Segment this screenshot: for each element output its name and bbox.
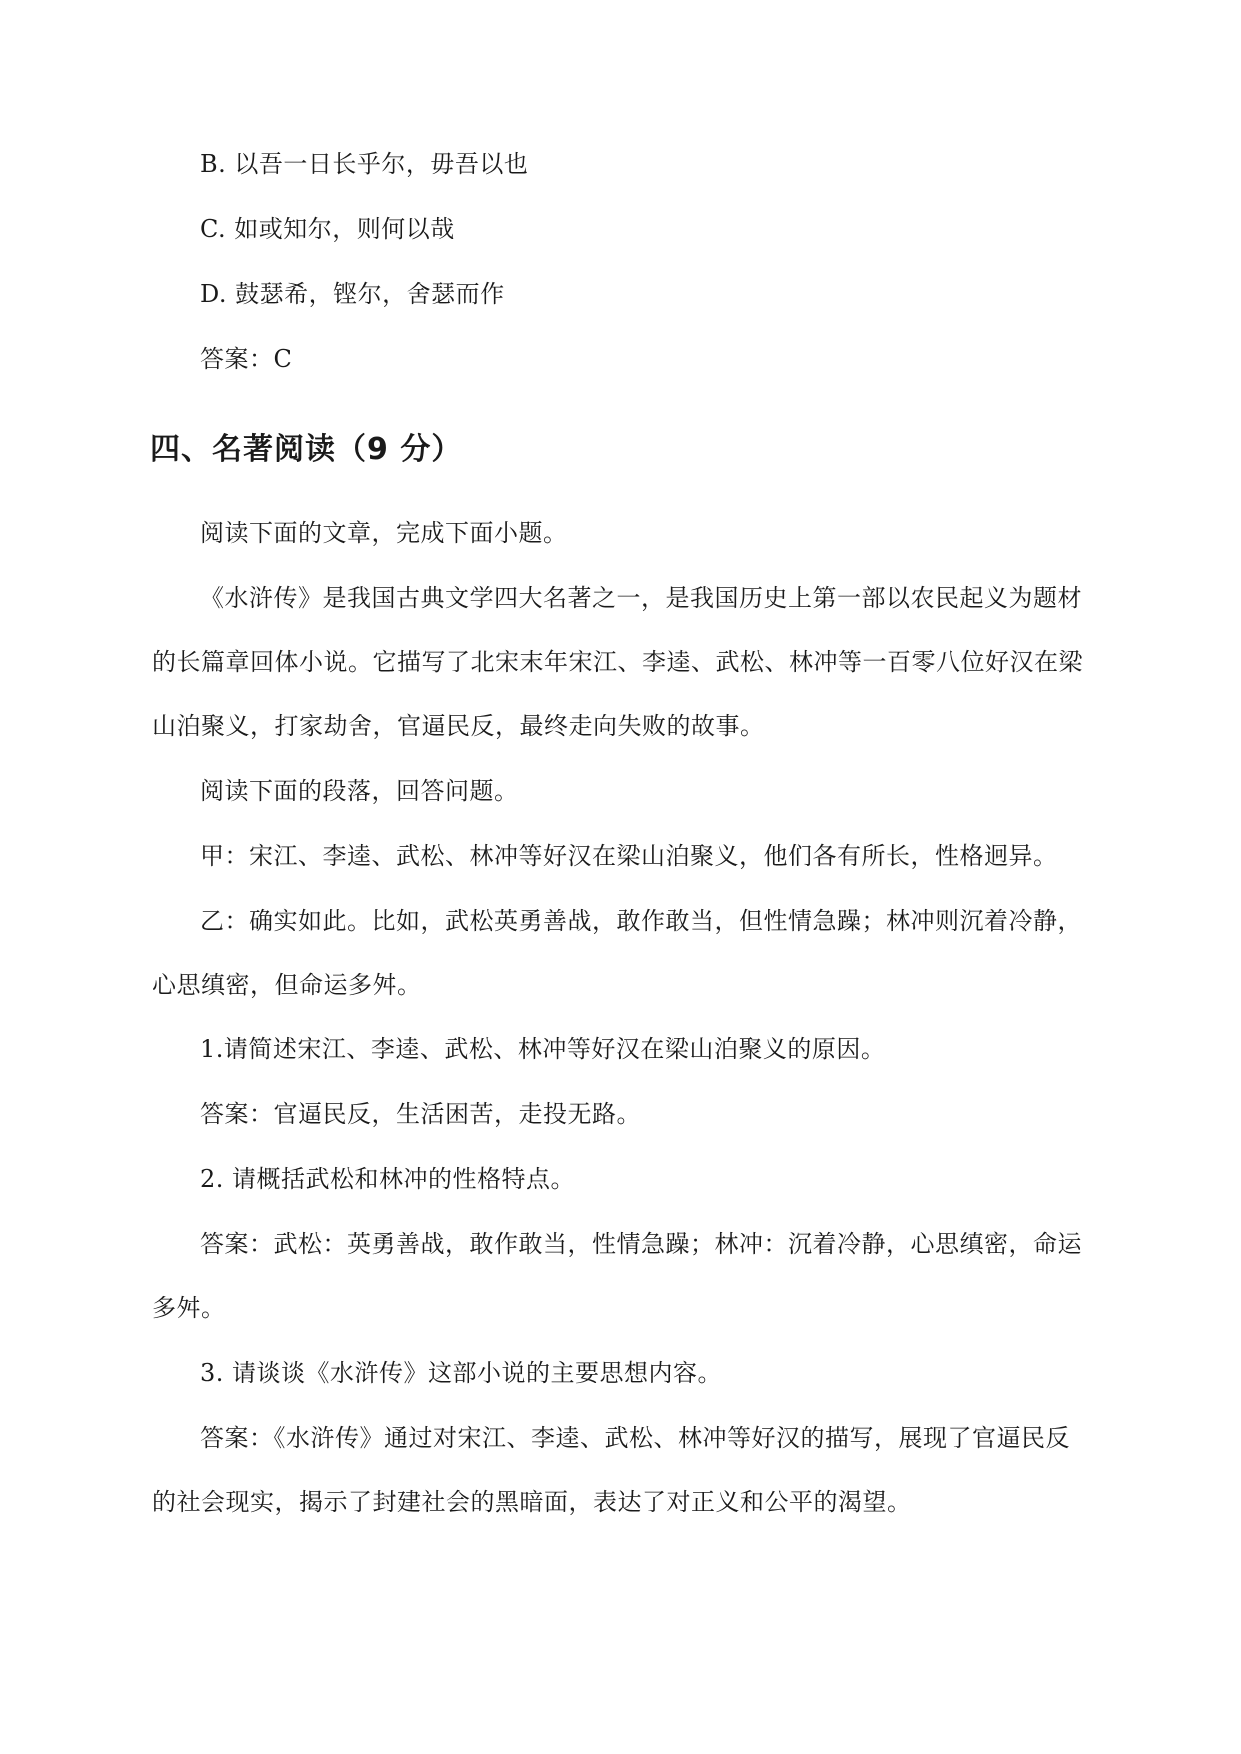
answer-3-line: 的社会现实，揭示了封建社会的黑暗面，表达了对正义和公平的渴望。 xyxy=(152,1488,912,1516)
dialogue-yi-line: 心思缜密，但命运多舛。 xyxy=(152,971,422,999)
dialogue-yi-line: 乙：确实如此。比如，武松英勇善战，敢作敢当，但性情急躁；林冲则沉着冷静， xyxy=(200,907,1082,935)
answer-2-line: 答案：武松：英勇善战，敢作敢当，性情急躁；林冲：沉着冷静，心思缜密，命运 xyxy=(200,1230,1082,1258)
question-1: 1.请简述宋江、李逵、武松、林冲等好汉在梁山泊聚义的原因。 xyxy=(200,1035,886,1063)
answer-3-line: 答案：《水浒传》通过对宋江、李逵、武松、林冲等好汉的描写，展现了官逼民反 xyxy=(200,1424,1070,1452)
intro-line: 《水浒传》是我国古典文学四大名著之一，是我国历史上第一部以农民起义为题材 xyxy=(200,584,1082,612)
dialogue-jia: 甲：宋江、李逵、武松、林冲等好汉在梁山泊聚义，他们各有所长，性格迥异。 xyxy=(200,842,1058,870)
intro-line: 山泊聚义，打家劫舍，官逼民反，最终走向失败的故事。 xyxy=(152,712,765,740)
answer-2-line: 多舛。 xyxy=(152,1294,226,1322)
option-b: B. 以吾一日长乎尔，毋吾以也 xyxy=(200,150,529,178)
instruction-text: 阅读下面的段落，回答问题。 xyxy=(200,777,519,805)
option-d: D. 鼓瑟希，铿尔，舍瑟而作 xyxy=(200,280,505,308)
intro-line: 的长篇章回体小说。它描写了北宋末年宋江、李逵、武松、林冲等一百零八位好汉在梁 xyxy=(152,648,1083,676)
question-2: 2. 请概括武松和林冲的性格特点。 xyxy=(200,1165,576,1193)
section-heading: 四、名著阅读（9 分） xyxy=(150,432,463,467)
instruction-text: 阅读下面的文章，完成下面小题。 xyxy=(200,519,568,547)
answer-text: 答案：C xyxy=(200,345,293,373)
answer-1: 答案：官逼民反，生活困苦，走投无路。 xyxy=(200,1100,641,1128)
question-3: 3. 请谈谈《水浒传》这部小说的主要思想内容。 xyxy=(200,1359,723,1387)
option-c: C. 如或知尔，则何以哉 xyxy=(200,215,455,243)
